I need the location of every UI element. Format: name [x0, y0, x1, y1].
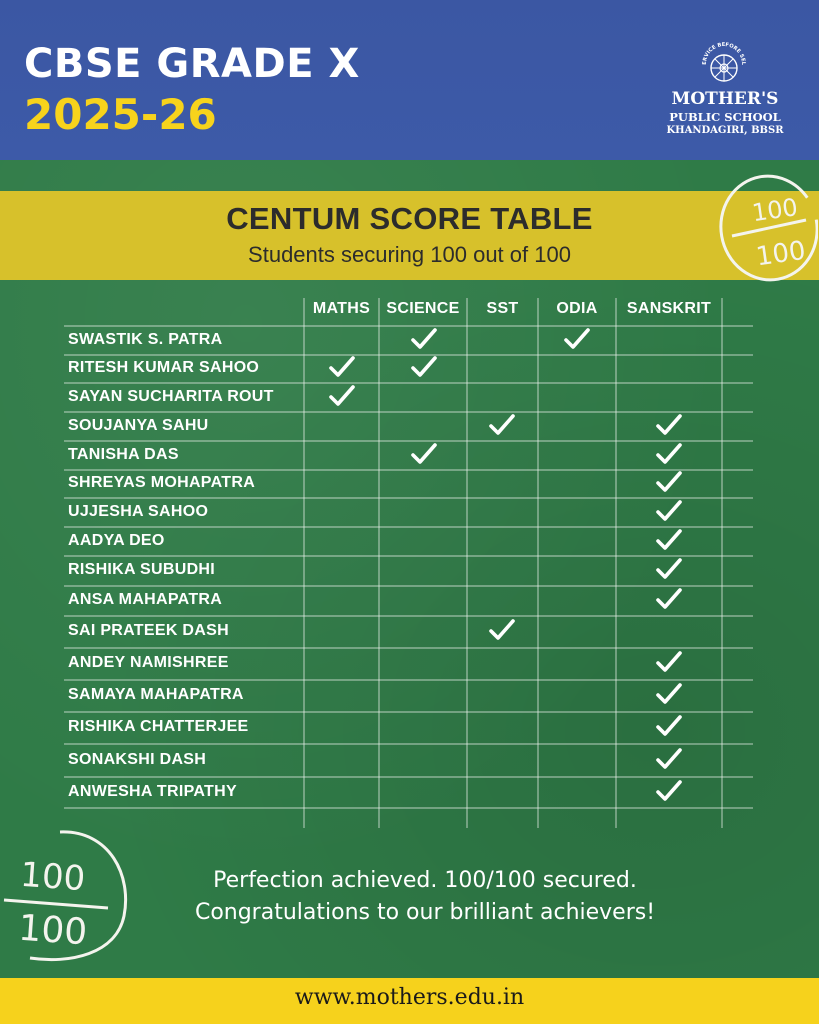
badge-bottom-numerator: 100: [18, 854, 87, 900]
school-name: MOTHER'S: [671, 89, 779, 109]
school-emblem-icon: [698, 38, 750, 90]
check-icon: [329, 384, 355, 408]
student-name: SHREYAS MOHAPATRA: [68, 474, 256, 491]
badge-bottom-denominator: 100: [17, 907, 89, 954]
check-icon: [656, 779, 682, 803]
student-name: SONAKSHI DASH: [68, 750, 207, 768]
column-header-science: SCIENCE: [386, 300, 460, 317]
student-name: SOUJANYA SAHU: [68, 416, 209, 434]
check-icon: [656, 650, 682, 674]
student-name: RISHIKA CHATTERJEE: [68, 718, 249, 735]
svg-text:SERVICE BEFORE SELF: [698, 38, 746, 66]
table-subtitle: Students securing 100 out of 100: [248, 242, 571, 267]
student-name: RISHIKA SUBUDHI: [68, 561, 216, 578]
badge-top-numerator: 100: [750, 193, 800, 228]
session-year: 2025-26: [24, 90, 217, 139]
score-badge-top: [714, 170, 818, 286]
student-name: SAI PRATEEK DASH: [68, 622, 229, 639]
column-header-sanskrit: SANSKRIT: [626, 300, 712, 317]
student-name: RITESH KUMAR SAHOO: [68, 359, 260, 376]
student-name: AADYA DEO: [68, 531, 165, 549]
student-name: TANISHA DAS: [68, 445, 179, 463]
check-icon: [656, 587, 682, 611]
student-name: SAMAYA MAHAPATRA: [68, 686, 244, 703]
student-name: SWASTIK S. PATRA: [68, 330, 223, 348]
logo-motto: ERVICE BEFORE SEL: [701, 41, 747, 66]
student-name: UJJESHA SAHOO: [68, 502, 209, 520]
page-title: CBSE GRADE X: [24, 41, 360, 87]
student-name: ANWESHA TRIPATHY: [68, 782, 237, 800]
student-name: SAYAN SUCHARITA ROUT: [68, 387, 274, 405]
school-location: KHANDAGIRI, BBSR: [666, 125, 784, 136]
check-icon: [489, 618, 515, 642]
check-icon: [564, 327, 590, 351]
check-icon: [656, 499, 682, 523]
column-header-sst: SST: [486, 300, 519, 317]
check-icon: [656, 682, 682, 706]
column-header-odia: ODIA: [556, 300, 598, 317]
column-header-maths: MATHS: [312, 300, 371, 317]
check-icon: [656, 528, 682, 552]
student-name: ANDEY NAMISHREE: [68, 654, 229, 671]
website-link[interactable]: www.mothers.edu.in: [294, 985, 525, 1010]
badge-top-denominator: 100: [754, 235, 808, 273]
check-icon: [411, 442, 437, 466]
school-subtitle: PUBLIC SCHOOL: [669, 110, 781, 124]
check-icon: [411, 327, 437, 351]
score-badge-bottom: [0, 826, 134, 966]
student-name: ANSA MAHAPATRA: [68, 591, 223, 608]
check-icon: [656, 557, 682, 581]
check-icon: [656, 714, 682, 738]
check-icon: [489, 413, 515, 437]
check-icon: [656, 442, 682, 466]
check-icon: [656, 747, 682, 771]
footer-message-line1: Perfection achieved. 100/100 secured.: [213, 868, 637, 893]
check-icon: [411, 355, 437, 379]
check-icon: [329, 355, 355, 379]
footer-message-line2: Congratulations to our brilliant achievers!: [194, 900, 656, 925]
check-icon: [656, 470, 682, 494]
table-title: CENTUM SCORE TABLE: [226, 201, 593, 236]
check-icon: [656, 413, 682, 437]
